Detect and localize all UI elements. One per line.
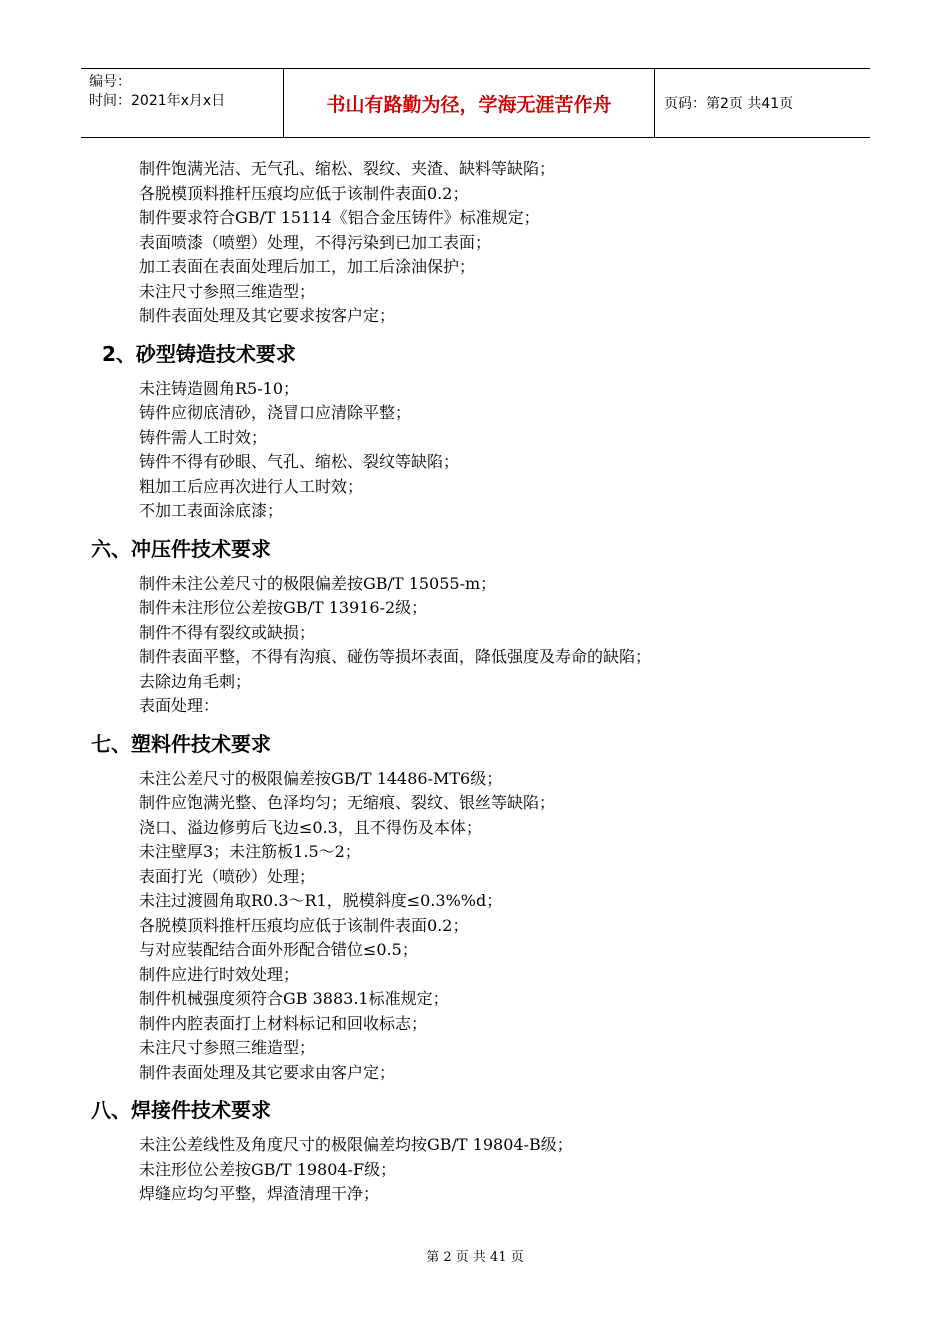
- section-heading-plastic: 七、塑料件技术要求: [91, 731, 271, 756]
- list-item: 粗加工后应再次进行人工时效；: [139, 476, 364, 496]
- list-item: 制件不得有裂纹或缺损；: [139, 622, 316, 642]
- list-item: 未注过渡圆角取R0.3～R1，脱模斜度≤0.3%%d；: [139, 891, 503, 910]
- document-time-label: 时间：2021年x月x日: [89, 93, 226, 109]
- list-item: 制件表面处理及其它要求按客户定；: [139, 306, 396, 325]
- list-item: 各脱模顶料推杆压痕均应低于该制件表面0.2；: [139, 915, 469, 935]
- list-item: 去除边角毛刺；: [139, 671, 252, 691]
- document-number-label: 编号：: [89, 74, 131, 90]
- list-item: 浇口、溢边修剪后飞边≤0.3，且不得伤及本体；: [139, 817, 482, 837]
- list-item: 制件应进行时效处理；: [139, 964, 300, 984]
- list-item: 未注壁厚3；未注筋板1.5～2；: [139, 842, 361, 861]
- list-item: 未注尺寸参照三维造型；: [139, 281, 316, 301]
- section-heading-stamping: 六、冲压件技术要求: [91, 536, 271, 561]
- list-item: 未注公差线性及角度尺寸的极限偏差均按GB/T 19804-B级；: [139, 1135, 573, 1154]
- list-item: 铸件不得有砂眼、气孔、缩松、裂纹等缺陷；: [139, 452, 460, 471]
- list-item: 铸件应彻底清砂，浇冒口应清除平整；: [139, 403, 412, 422]
- list-item: 制件要求符合GB/T 15114《铝合金压铸件》标准规定；: [139, 208, 540, 227]
- list-item: 表面打光（喷砂）处理；: [139, 866, 316, 886]
- list-item: 表面喷漆（喷塑）处理，不得污染到已加工表面；: [139, 232, 492, 252]
- list-item: 与对应装配结合面外形配合错位≤0.5；: [139, 940, 418, 959]
- header-meta: [81, 69, 283, 137]
- document-body: [91, 157, 871, 1207]
- list-item: 制件表面平整，不得有沟痕、碰伤等损坏表面，降低强度及寿命的缺陷；: [139, 647, 652, 666]
- list-item: 制件表面处理及其它要求由客户定；: [139, 1062, 396, 1082]
- list-item: 焊缝应均匀平整，焊渣清理干净；: [139, 1184, 380, 1203]
- list-item: 不加工表面涂底漆；: [139, 501, 284, 520]
- header-motto: 书山有路勤为径，学海无涯苦作舟: [283, 69, 655, 137]
- plastic-list: [91, 767, 871, 1086]
- section-heading-welding: 八、焊接件技术要求: [91, 1098, 271, 1122]
- stamping-list: [91, 572, 871, 719]
- section-heading-sand-casting: 2、砂型铸造技术要求: [102, 341, 296, 366]
- list-item: 未注形位公差按GB/T 19804-F级；: [139, 1159, 397, 1179]
- page-footer: 第 2 页 共 41 页: [426, 1250, 524, 1265]
- list-item: 制件未注形位公差按GB/T 13916-2级；: [139, 598, 428, 617]
- list-item: 加工表面在表面处理后加工，加工后涂油保护；: [139, 257, 476, 276]
- list-item: 各脱模顶料推杆压痕均应低于该制件表面0.2；: [139, 183, 469, 203]
- list-item: 表面处理：: [139, 696, 220, 715]
- list-item: 未注铸造圆角R5-10；: [139, 378, 299, 398]
- intro-list: [91, 157, 871, 329]
- list-item: 制件应饱满光整、色泽均匀；无缩痕、裂纹、银丝等缺陷；: [139, 793, 556, 812]
- page-header: [81, 68, 870, 138]
- welding-list: [91, 1133, 871, 1207]
- sand-casting-list: [91, 377, 871, 524]
- list-item: 未注尺寸参照三维造型；: [139, 1038, 316, 1057]
- list-item: 制件饱满光洁、无气孔、缩松、裂纹、夹渣、缺料等缺陷；: [139, 159, 556, 178]
- list-item: 铸件需人工时效；: [139, 427, 268, 447]
- list-item: 制件内腔表面打上材料标记和回收标志；: [139, 1013, 428, 1033]
- list-item: 未注公差尺寸的极限偏差按GB/T 14486-MT6级；: [139, 768, 503, 788]
- list-item: 制件未注公差尺寸的极限偏差按GB/T 15055-m；: [139, 573, 497, 593]
- header-page-info: 页码：第2页 共41页: [664, 96, 794, 112]
- list-item: 制件机械强度须符合GB 3883.1标准规定；: [139, 989, 449, 1008]
